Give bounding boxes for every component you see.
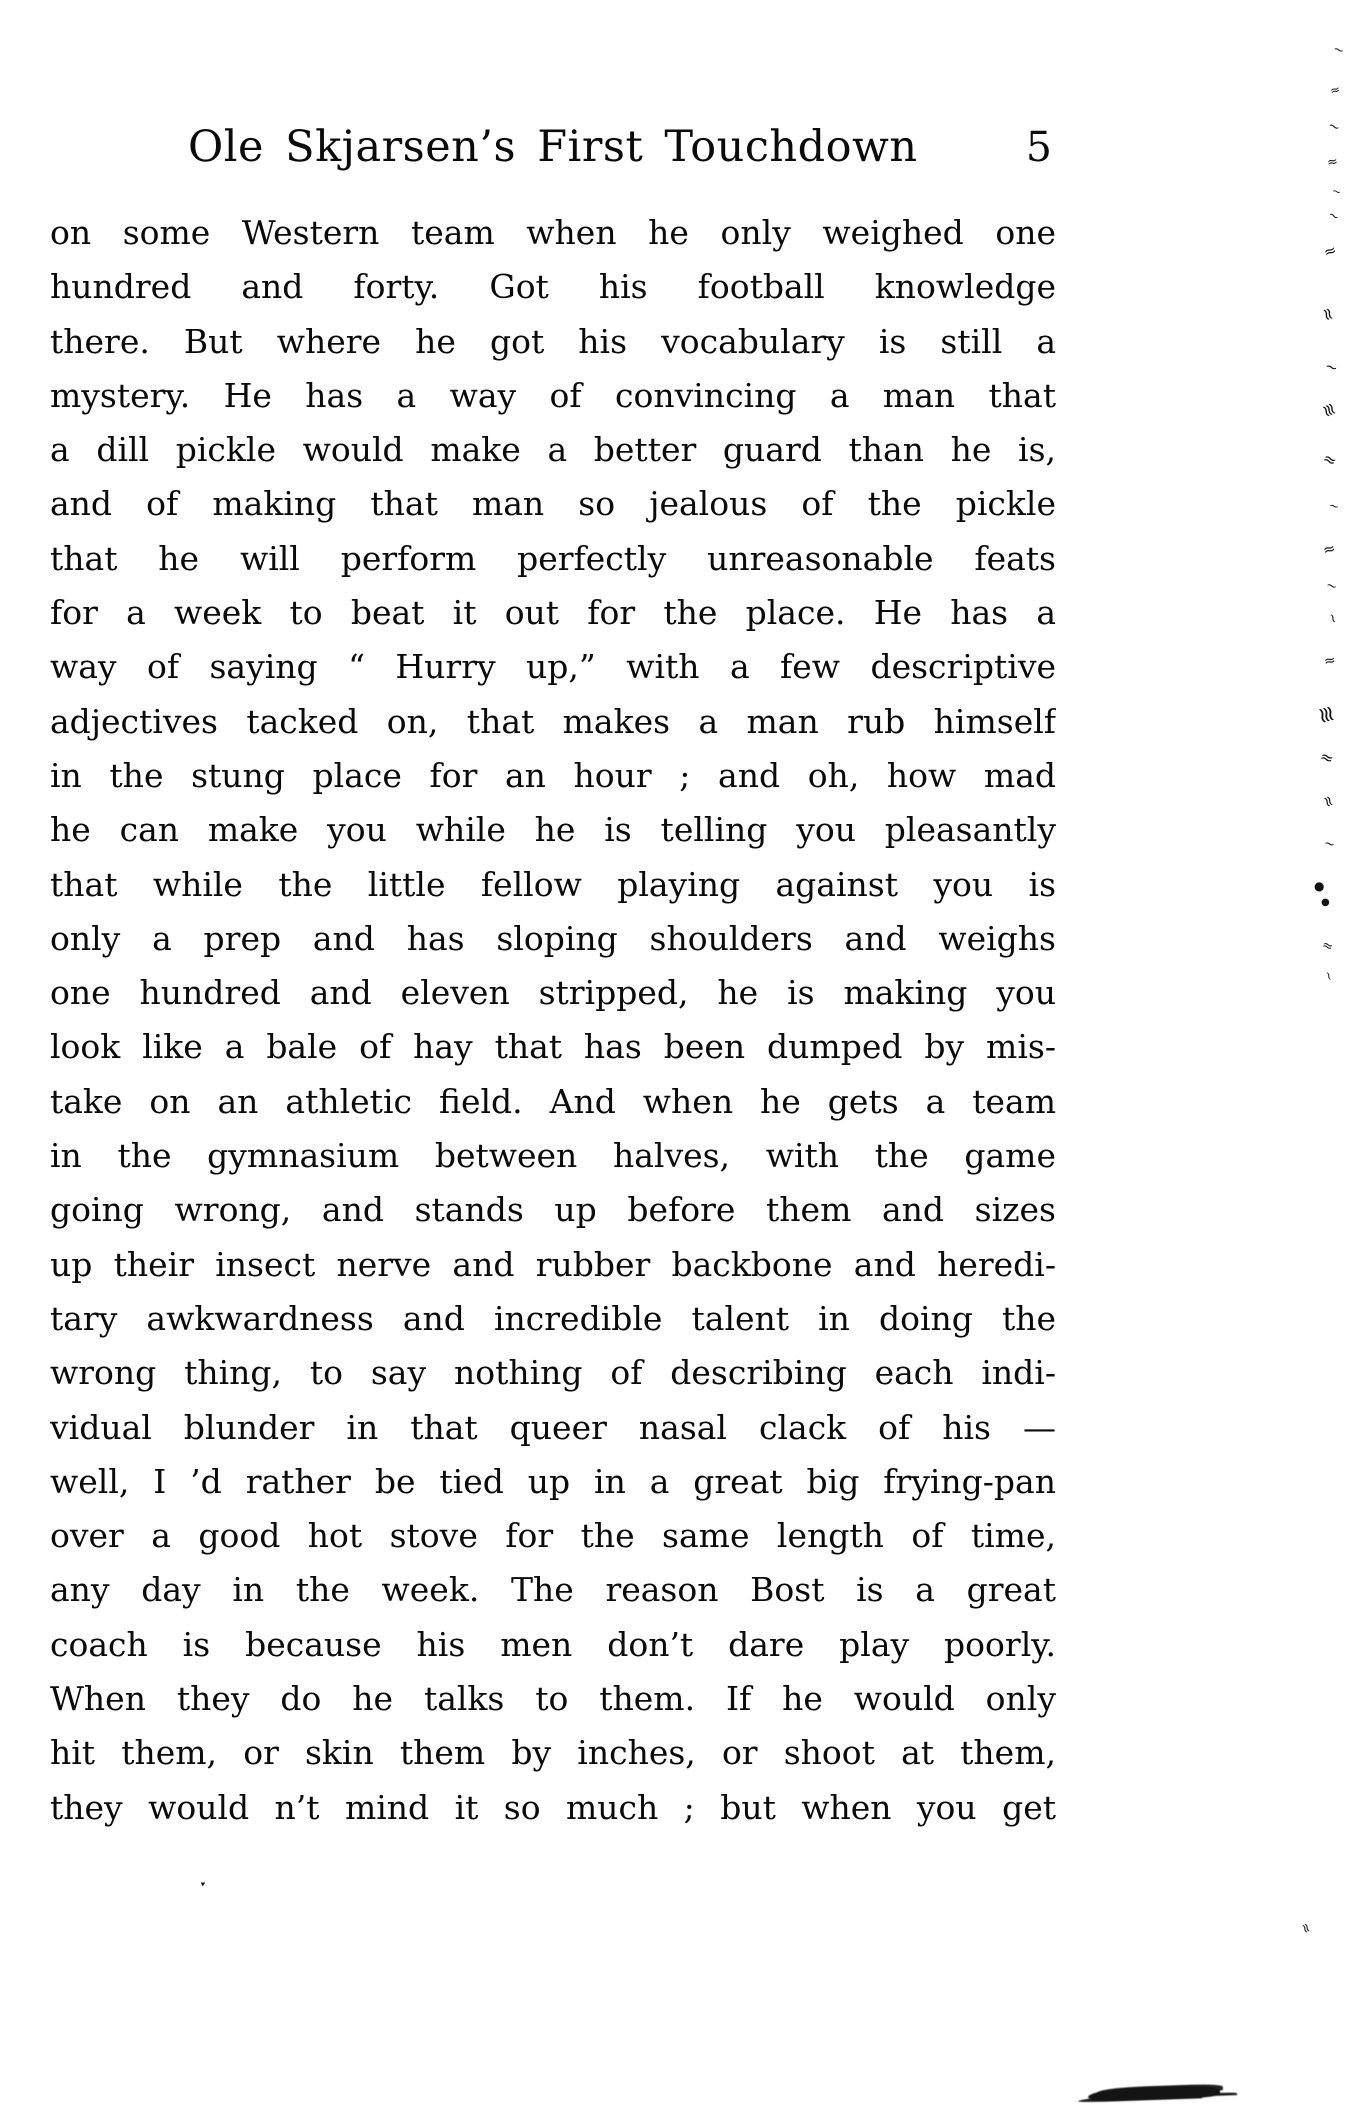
text-line: hundred and forty. Got his football knowledge <box>50 267 1056 307</box>
chapter-title: Ole Skjarsen’s First Touchdown <box>188 122 918 172</box>
text-line: well, I ’d rather be tied up in a great big frying-pan <box>50 1461 1056 1501</box>
text-line: in the gymnasium between halves, with the game <box>50 1136 1056 1176</box>
text-line: going wrong, and stands up before them and sizes <box>50 1190 1056 1230</box>
text-line: take on an athletic field. And when he gets a team <box>50 1081 1056 1121</box>
marginalia-mark: ~ <box>1330 41 1347 60</box>
marginalia-mark: ≈ <box>1317 746 1337 769</box>
marginalia-mark: ≈ <box>1315 304 1340 325</box>
text-line: over a good hot stove for the same length of time, <box>50 1516 1056 1556</box>
marginalia-mark: ≈ <box>1328 81 1342 99</box>
marginalia-mark: ● <box>1314 879 1325 893</box>
running-head <box>50 122 1056 172</box>
marginalia-mark: ~ <box>1322 835 1337 854</box>
text-line: wrong thing, to say nothing of describing each indi- <box>50 1353 1056 1393</box>
marginalia-mark: ≈ <box>1319 448 1341 471</box>
marginalia-mark: ~ <box>1322 356 1341 378</box>
marginalia-mark: ~ <box>1323 610 1342 627</box>
marginalia-mark: ~ <box>1325 117 1343 137</box>
text-line: adjectives tacked on, that makes a man rub himself <box>50 701 1056 741</box>
text-line: When they do he talks to them. If he would only <box>50 1679 1056 1719</box>
text-line: coach is because his men don’t dare play poorly. <box>50 1624 1056 1664</box>
ink-smudge <box>1088 2085 1220 2103</box>
page-number: 5 <box>1025 123 1052 171</box>
marginalia-mark: ≈ <box>1296 1920 1315 1937</box>
text-line: vidual blunder in that queer nasal clack of his — <box>50 1407 1056 1447</box>
text-line: that he will perform perfectly unreasonable feats <box>50 538 1056 578</box>
text-line: any day in the week. The reason Bost is a great <box>50 1570 1056 1610</box>
text-line: there. But where he got his vocabulary is still a <box>50 321 1056 361</box>
text-line: hit them, or skin them by inches, or shoot at them, <box>50 1733 1056 1773</box>
text-line: that while the little fellow playing against you is <box>50 864 1056 904</box>
marginalia-mark: ~ <box>1324 207 1342 226</box>
marginalia-mark: ● <box>1321 897 1330 908</box>
text-line: in the stung place for an hour ; and oh, how mad <box>50 755 1056 795</box>
marginalia-mark: ≈ <box>1319 937 1336 956</box>
text-line: and of making that man so jealous of the pickle <box>50 484 1056 524</box>
text-line: he can make you while he is telling you pleasantly <box>50 810 1056 850</box>
marginalia-mark: ≈ <box>1320 538 1338 560</box>
marginalia-mark: ≈ <box>1325 154 1340 171</box>
marginalia-mark: ≋ <box>1316 399 1341 421</box>
text-line: look like a bale of hay that has been dumped by mis- <box>50 1027 1056 1067</box>
text-line: one hundred and eleven stripped, he is making you <box>50 973 1056 1013</box>
text-line: they would n’t mind it so much ; but when you get <box>50 1787 1056 1827</box>
marginalia-mark: ≈ <box>1321 240 1340 262</box>
text-line: way of saying “ Hurry up,” with a few descriptive <box>50 647 1056 687</box>
text-line: only a prep and has sloping shoulders and weighs <box>50 918 1056 958</box>
marginalia-mark: ~ <box>1320 968 1338 984</box>
marginalia-mark: ≈ <box>1317 791 1340 811</box>
marginalia-mark: ≈ <box>1322 652 1338 670</box>
body-text <box>50 206 1056 1835</box>
marginalia-mark: ~ <box>1327 497 1341 515</box>
text-line: tary awkwardness and incredible talent in doing the <box>50 1298 1056 1338</box>
text-line: a dill pickle would make a better guard than he is, <box>50 430 1056 470</box>
marginalia-mark: ~ <box>1323 577 1340 596</box>
text-line: for a week to beat it out for the place. He has a <box>50 593 1056 633</box>
marginalia-mark: ~ <box>1330 184 1343 199</box>
marginalia-mark: ≋ <box>1311 702 1341 728</box>
text-line: mystery. He has a way of convincing a man that <box>50 375 1056 415</box>
text-line: on some Western team when he only weighed one <box>50 213 1056 252</box>
text-line: up their insect nerve and rubber backbone and heredi- <box>50 1244 1056 1284</box>
marginalia-mark: ‣ <box>197 1876 210 1892</box>
